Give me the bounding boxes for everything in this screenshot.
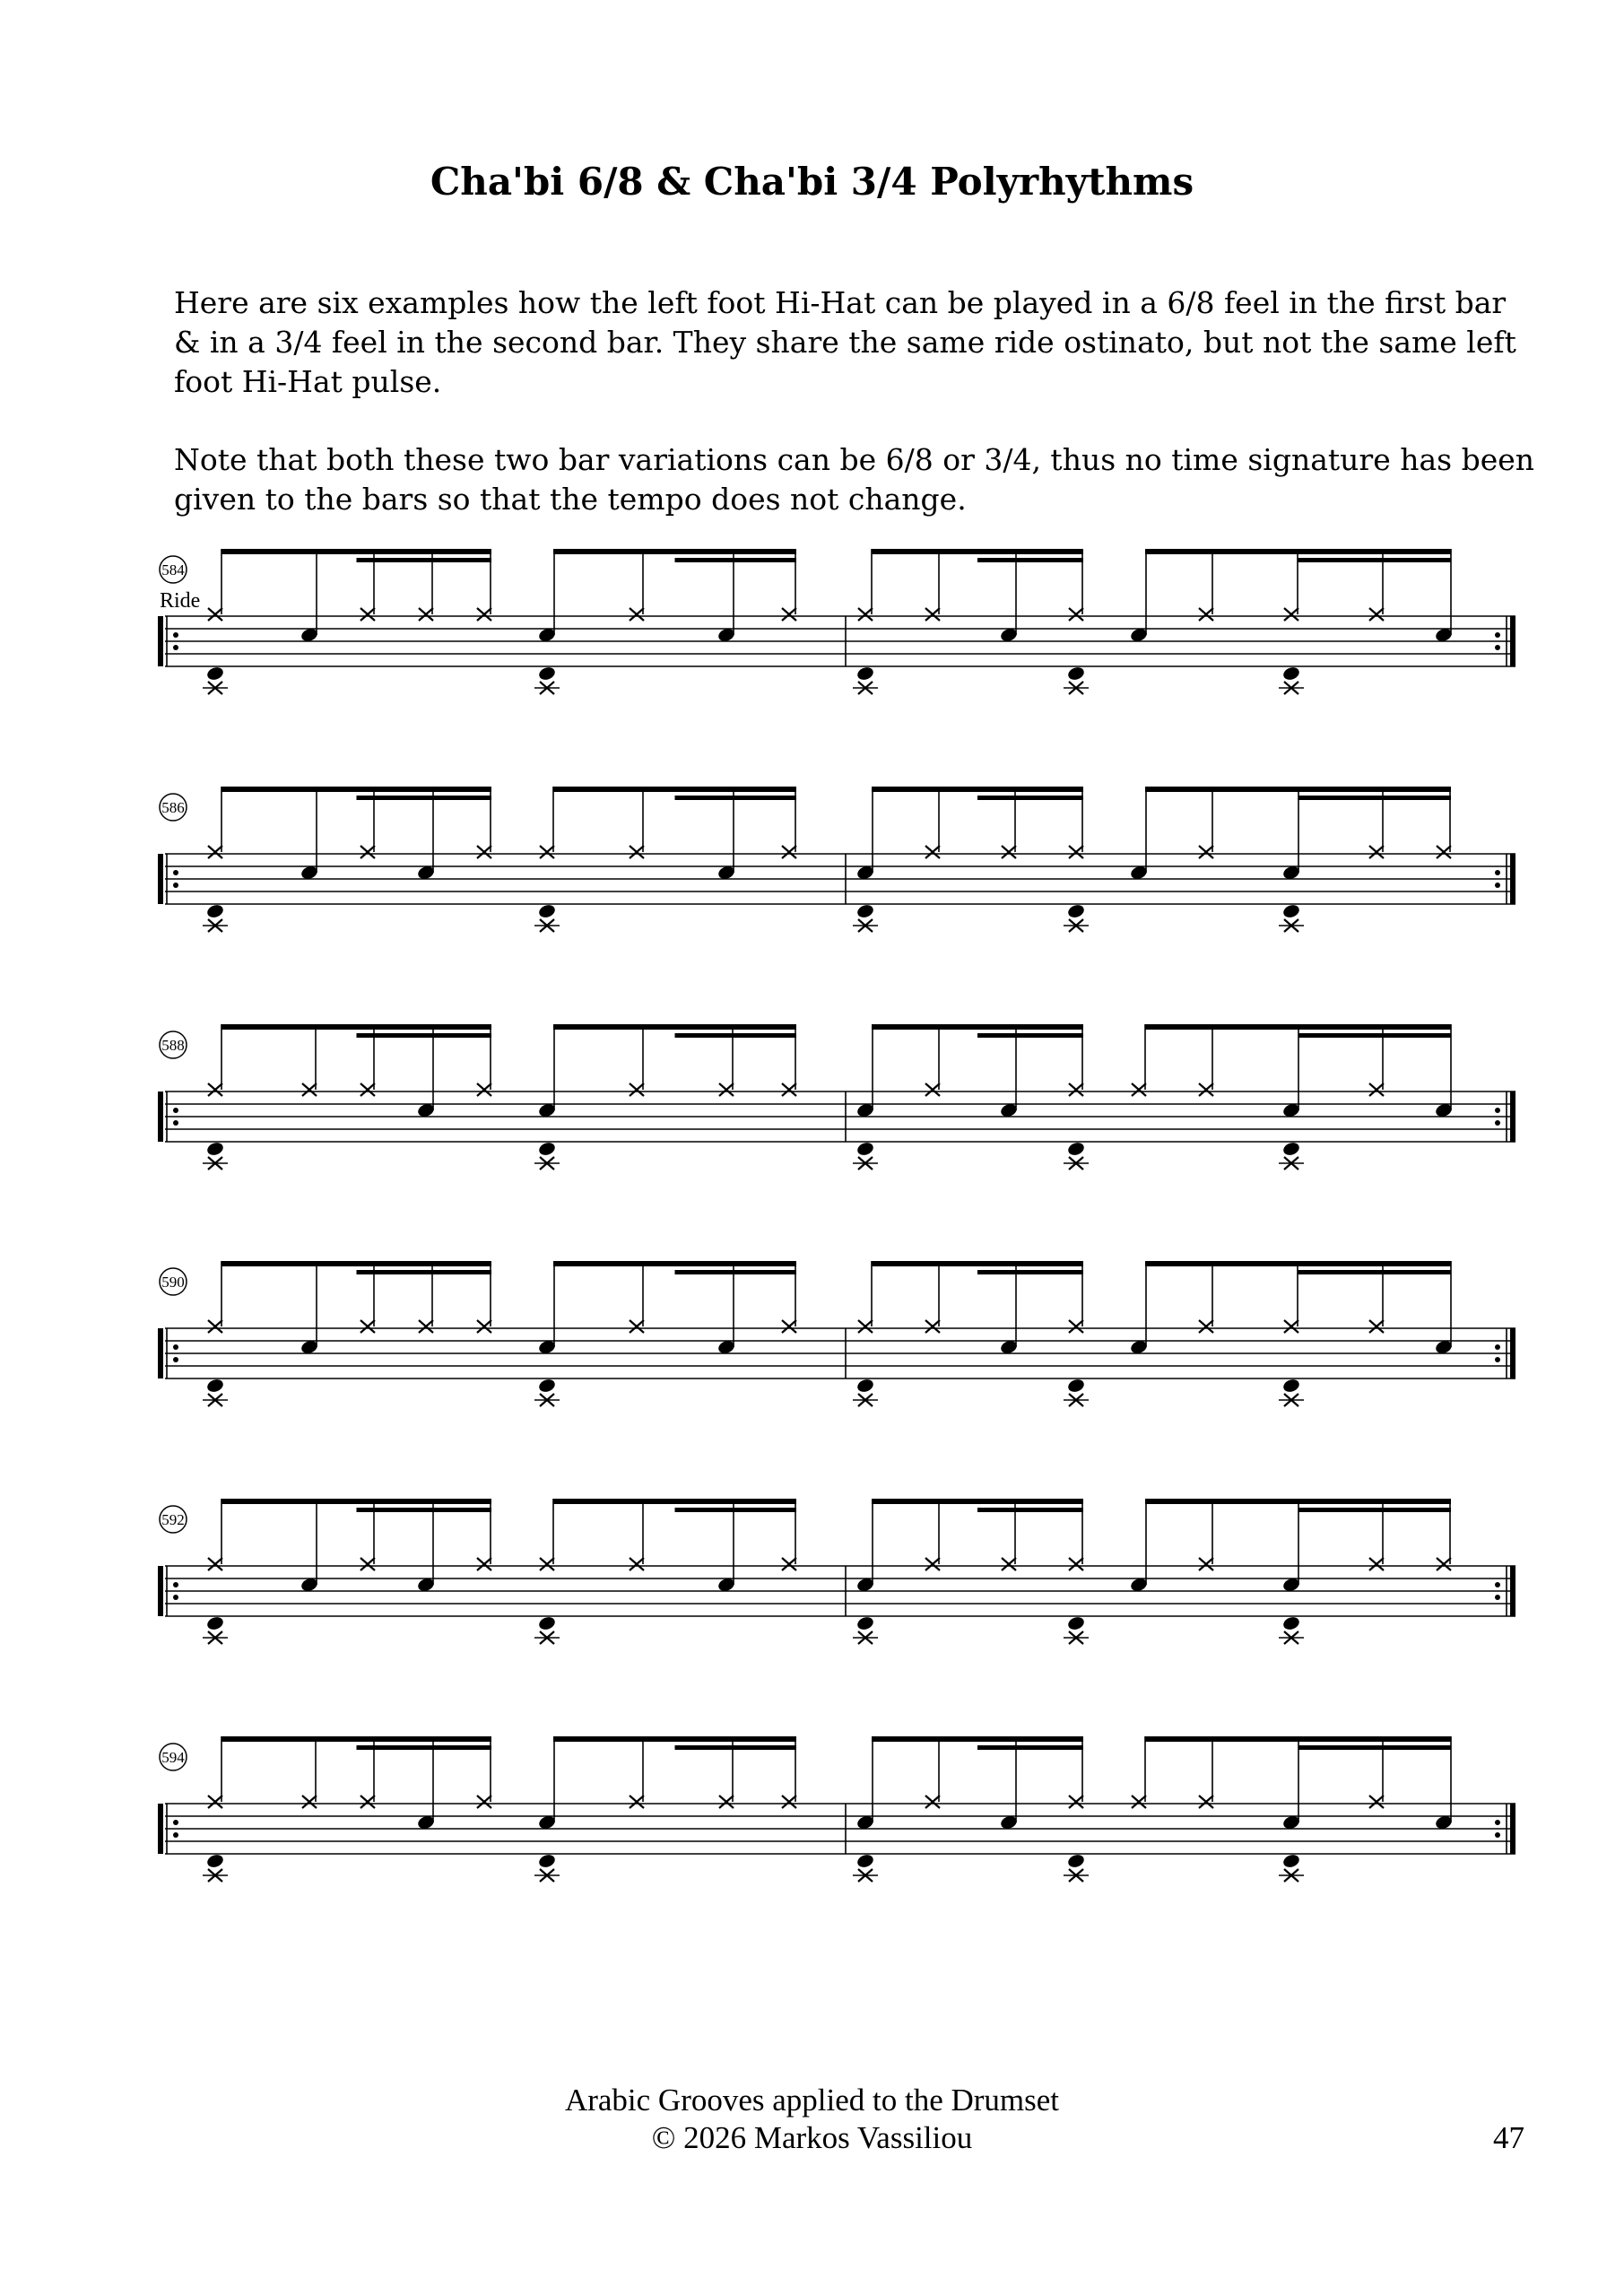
repeat-dot — [173, 1595, 178, 1600]
ride-note-head — [1069, 608, 1083, 621]
note-beam-secondary — [675, 558, 797, 562]
note-beam-secondary — [357, 796, 492, 800]
ride-note-head — [540, 846, 554, 858]
repeat-start-bar — [158, 616, 163, 666]
bass-drum-note-head — [1066, 903, 1085, 919]
bass-drum-note-head — [1281, 1615, 1300, 1631]
ride-note-head — [630, 608, 644, 621]
page-number: 47 — [1493, 2120, 1524, 2155]
ride-note-head — [208, 1083, 222, 1096]
note-beam — [872, 1736, 1083, 1742]
ride-note-head — [858, 1320, 873, 1333]
repeat-dot — [173, 1357, 178, 1362]
ride-note-head — [1199, 846, 1213, 858]
note-beam-secondary — [357, 1745, 492, 1750]
repeat-dot — [1495, 883, 1500, 888]
note-beam — [872, 1499, 1083, 1504]
note-beam-secondary — [1298, 1745, 1452, 1750]
note-beam-secondary — [357, 1033, 492, 1038]
repeat-dot — [1495, 1832, 1500, 1838]
bass-drum-note-head — [855, 903, 874, 919]
repeat-dot — [173, 1832, 178, 1838]
ride-note-head — [360, 1558, 375, 1570]
bass-drum-note-head — [537, 665, 556, 682]
ride-note-head — [360, 1320, 375, 1333]
ride-note-head — [1284, 1320, 1298, 1333]
ride-note-head — [782, 846, 796, 858]
note-beam — [1145, 1261, 1451, 1266]
ride-note-head — [1369, 1558, 1384, 1570]
ride-note-head — [477, 608, 491, 621]
note-beam — [553, 1736, 796, 1742]
ride-note-head — [1199, 1320, 1213, 1333]
note-beam — [872, 1261, 1083, 1266]
note-beam — [221, 1024, 491, 1030]
ride-note-head — [782, 1320, 796, 1333]
bass-drum-note-head — [537, 1853, 556, 1869]
repeat-dot — [173, 1582, 178, 1587]
ride-note-head — [302, 1083, 317, 1096]
bass-drum-note-head — [205, 903, 224, 919]
notation-system — [158, 1499, 1515, 1644]
repeat-dot — [173, 1344, 178, 1350]
note-beam — [553, 1499, 796, 1504]
note-beam — [872, 549, 1083, 554]
ride-note-head — [782, 608, 796, 621]
note-beam — [553, 1024, 796, 1030]
note-beam — [553, 787, 796, 792]
notation-system — [158, 549, 1515, 694]
notation-system — [158, 1024, 1515, 1170]
ride-note-head — [208, 1320, 222, 1333]
note-beam — [1145, 1736, 1451, 1742]
ride-note-head — [540, 1558, 554, 1570]
bass-drum-note-head — [537, 1615, 556, 1631]
repeat-dot — [173, 883, 178, 888]
repeat-dot — [1495, 1820, 1500, 1825]
ride-note-head — [360, 1796, 375, 1808]
bass-drum-note-head — [205, 1141, 224, 1157]
measure-number: 588 — [161, 1037, 185, 1054]
note-beam-secondary — [357, 1508, 492, 1512]
measure-number: 584 — [161, 561, 185, 578]
notation-system — [158, 1736, 1515, 1882]
measure-number: 586 — [161, 799, 185, 816]
bass-drum-note-head — [855, 1853, 874, 1869]
note-beam — [221, 1261, 491, 1266]
repeat-dot — [1495, 1595, 1500, 1600]
ride-note-head — [1199, 608, 1213, 621]
bass-drum-note-head — [205, 665, 224, 682]
ride-note-head — [1369, 1796, 1384, 1808]
ride-note-head — [925, 1083, 940, 1096]
ride-note-head — [360, 846, 375, 858]
repeat-dot — [1495, 1120, 1500, 1126]
repeat-dot — [1495, 870, 1500, 875]
ride-note-head — [925, 1320, 940, 1333]
intro-paragraph: Here are six examples how the left foot Hi-Hat can be played in a 6/8 feel in the first bar & in a 3/4 feel in the second bar. They share the same ride ostinato, but not the same left foot Hi-Hat pulse. — [174, 285, 1516, 399]
note-beam — [1145, 1024, 1451, 1030]
ride-note-head — [630, 1796, 644, 1808]
repeat-start-bar — [158, 1328, 163, 1378]
ride-note-head — [858, 608, 873, 621]
ride-note-head — [719, 1796, 734, 1808]
ride-note-head — [302, 1796, 317, 1808]
bass-drum-note-head — [855, 665, 874, 682]
ride-note-head — [208, 1558, 222, 1570]
repeat-dot — [173, 870, 178, 875]
note-beam — [221, 1736, 491, 1742]
note-beam-secondary — [977, 796, 1083, 800]
note-beam-secondary — [1298, 1270, 1452, 1274]
note-beam-secondary — [675, 1508, 797, 1512]
repeat-dot — [1495, 1582, 1500, 1587]
ride-note-head — [630, 1083, 644, 1096]
ride-note-head — [477, 1558, 491, 1570]
repeat-dot — [173, 1120, 178, 1126]
note-beam-secondary — [977, 1033, 1083, 1038]
ride-note-head — [419, 608, 433, 621]
ride-note-head — [925, 608, 940, 621]
ride-note-head — [477, 1083, 491, 1096]
note-beam — [221, 787, 491, 792]
ride-note-head — [1369, 846, 1384, 858]
note-beam — [872, 787, 1083, 792]
ride-note-head — [630, 846, 644, 858]
note-beam-secondary — [1298, 1508, 1452, 1512]
ride-note-head — [1199, 1796, 1213, 1808]
ride-note-head — [1199, 1558, 1213, 1570]
note-beam — [1145, 787, 1451, 792]
note-beam-secondary — [1298, 796, 1452, 800]
ride-note-head — [477, 1320, 491, 1333]
note-beam-secondary — [977, 1270, 1083, 1274]
bass-drum-note-head — [1281, 903, 1300, 919]
repeat-start-bar — [158, 854, 163, 904]
bass-drum-note-head — [1066, 1853, 1085, 1869]
note-beam-secondary — [977, 1745, 1083, 1750]
bass-drum-note-head — [855, 1378, 874, 1394]
ride-note-head — [782, 1796, 796, 1808]
repeat-end-bar — [1510, 854, 1515, 904]
bass-drum-note-head — [1066, 1378, 1085, 1394]
repeat-dot — [173, 1820, 178, 1825]
ride-note-head — [1437, 1558, 1451, 1570]
note-beam-secondary — [357, 558, 492, 562]
ride-note-head — [1002, 1558, 1016, 1570]
note-paragraph: Note that both these two bar variations can be 6/8 or 3/4, thus no time signature has been given to the bars so that the tempo does not change. — [174, 442, 1535, 517]
note-beam — [1145, 1499, 1451, 1504]
notation-system — [158, 1261, 1515, 1406]
bass-drum-note-head — [537, 1378, 556, 1394]
bass-drum-note-head — [1281, 1378, 1300, 1394]
ride-note-head — [630, 1558, 644, 1570]
note-beam-secondary — [675, 1270, 797, 1274]
ride-note-head — [925, 846, 940, 858]
note-beam — [221, 1499, 491, 1504]
bass-drum-note-head — [537, 903, 556, 919]
note-beam-secondary — [675, 1033, 797, 1038]
ride-note-head — [1369, 1320, 1384, 1333]
ride-note-head — [1437, 846, 1451, 858]
ride-note-head — [477, 846, 491, 858]
note-beam-secondary — [675, 1745, 797, 1750]
notation-system — [158, 787, 1515, 932]
ride-note-head — [1069, 1558, 1083, 1570]
ride-note-head — [630, 1320, 644, 1333]
measure-number: 592 — [161, 1511, 185, 1528]
ride-note-head — [419, 1320, 433, 1333]
note-beam — [872, 1024, 1083, 1030]
ride-note-head — [925, 1796, 940, 1808]
footer-copyright: © 2026 Markos Vassiliou — [651, 2120, 973, 2155]
bass-drum-note-head — [1066, 1615, 1085, 1631]
ride-note-head — [782, 1083, 796, 1096]
repeat-start-bar — [158, 1566, 163, 1616]
repeat-end-bar — [1510, 1804, 1515, 1854]
note-beam — [1145, 549, 1451, 554]
ride-note-head — [360, 608, 375, 621]
bass-drum-note-head — [205, 1853, 224, 1869]
bass-drum-note-head — [205, 1378, 224, 1394]
bass-drum-note-head — [1066, 665, 1085, 682]
note-beam — [553, 1261, 796, 1266]
bass-drum-note-head — [855, 1615, 874, 1631]
ride-note-head — [1284, 608, 1298, 621]
footer-book-title: Arabic Grooves applied to the Drumset — [564, 2083, 1060, 2118]
repeat-end-bar — [1510, 1091, 1515, 1142]
ride-note-head — [1069, 1083, 1083, 1096]
ride-note-head — [1132, 1796, 1146, 1808]
ride-note-head — [1199, 1083, 1213, 1096]
note-beam-secondary — [1298, 558, 1452, 562]
repeat-end-bar — [1510, 616, 1515, 666]
ride-note-head — [1369, 1083, 1384, 1096]
repeat-start-bar — [158, 1091, 163, 1142]
note-beam-secondary — [977, 1508, 1083, 1512]
repeat-dot — [1495, 645, 1500, 650]
ride-note-head — [1002, 846, 1016, 858]
repeat-dot — [173, 632, 178, 638]
ride-note-head — [208, 1796, 222, 1808]
repeat-dot — [173, 1108, 178, 1113]
bass-drum-note-head — [537, 1141, 556, 1157]
bass-drum-note-head — [1281, 665, 1300, 682]
ride-note-head — [208, 608, 222, 621]
instrument-label-ride: Ride — [160, 589, 201, 613]
ride-note-head — [360, 1083, 375, 1096]
ride-note-head — [719, 1083, 734, 1096]
note-beam-secondary — [675, 796, 797, 800]
bass-drum-note-head — [1066, 1141, 1085, 1157]
repeat-dot — [1495, 1344, 1500, 1350]
repeat-end-bar — [1510, 1566, 1515, 1616]
bass-drum-note-head — [205, 1615, 224, 1631]
ride-note-head — [1069, 1320, 1083, 1333]
ride-note-head — [1069, 846, 1083, 858]
ride-note-head — [925, 1558, 940, 1570]
note-beam-secondary — [977, 558, 1083, 562]
repeat-dot — [1495, 632, 1500, 638]
measure-number: 594 — [161, 1749, 185, 1766]
repeat-dot — [173, 645, 178, 650]
ride-note-head — [477, 1796, 491, 1808]
ride-note-head — [208, 846, 222, 858]
ride-note-head — [782, 1558, 796, 1570]
bass-drum-note-head — [1281, 1853, 1300, 1869]
ride-note-head — [1369, 608, 1384, 621]
ride-note-head — [1069, 1796, 1083, 1808]
page-title: Cha'bi 6/8 & Cha'bi 3/4 Polyrhythms — [430, 160, 1194, 204]
repeat-dot — [1495, 1108, 1500, 1113]
repeat-dot — [1495, 1357, 1500, 1362]
repeat-start-bar — [158, 1804, 163, 1854]
note-beam-secondary — [357, 1270, 492, 1274]
bass-drum-note-head — [1281, 1141, 1300, 1157]
bass-drum-note-head — [855, 1141, 874, 1157]
note-beam-secondary — [1298, 1033, 1452, 1038]
measure-number: 590 — [161, 1274, 185, 1291]
repeat-end-bar — [1510, 1328, 1515, 1378]
note-beam — [553, 549, 796, 554]
note-beam — [221, 549, 491, 554]
ride-note-head — [1132, 1083, 1146, 1096]
